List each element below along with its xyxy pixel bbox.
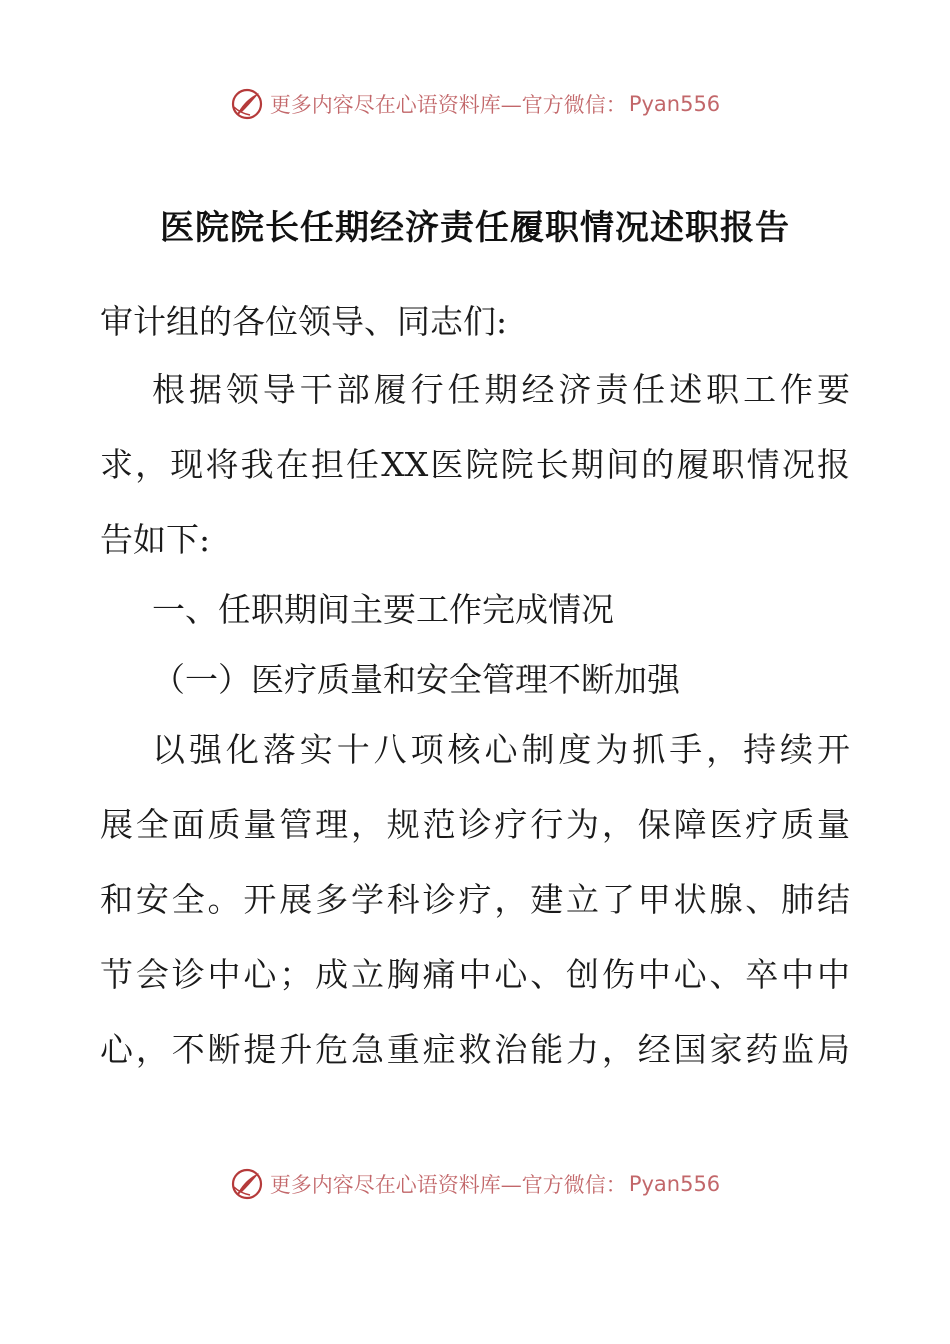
quill-logo-icon — [230, 1167, 264, 1201]
paragraph-line: 展全面质量管理，规范诊疗行为，保障医疗质量 — [100, 805, 850, 844]
paragraph-line: 和安全。开展多学科诊疗，建立了甲状腺、肺结 — [100, 880, 850, 919]
banner-text: 更多内容尽在心语资料库—官方微信： — [269, 93, 627, 117]
paragraph-line: 告如下: — [100, 520, 211, 559]
banner-wechat-id: Pyan556 — [628, 92, 721, 116]
paragraph-line: 根据领导干部履行任期经济责任述职工作要 — [152, 370, 850, 409]
document-title: 医院院长任期经济责任履职情况述职报告 — [160, 208, 790, 248]
subsection-heading: （一）医疗质量和安全管理不断加强 — [152, 660, 680, 699]
paragraph-line: 以强化落实十八项核心制度为抓手，持续开 — [152, 730, 850, 769]
quill-logo-icon — [230, 87, 264, 121]
paragraph-line: 心，不断提升危急重症救治能力，经国家药监局 — [100, 1030, 850, 1069]
footer-banner — [0, 1162, 950, 1206]
banner-text: 更多内容尽在心语资料库—官方微信： — [269, 1173, 627, 1197]
salutation-line: 审计组的各位领导、同志们: — [100, 302, 508, 341]
header-banner — [0, 82, 950, 126]
banner-wechat-id: Pyan556 — [628, 1172, 721, 1196]
paragraph-line: 求，现将我在担任XX医院院长期间的履职情况报 — [100, 445, 850, 484]
section-heading: 一、任职期间主要工作完成情况 — [152, 590, 614, 629]
paragraph-line: 节会诊中心；成立胸痛中心、创伤中心、卒中中 — [100, 955, 850, 994]
